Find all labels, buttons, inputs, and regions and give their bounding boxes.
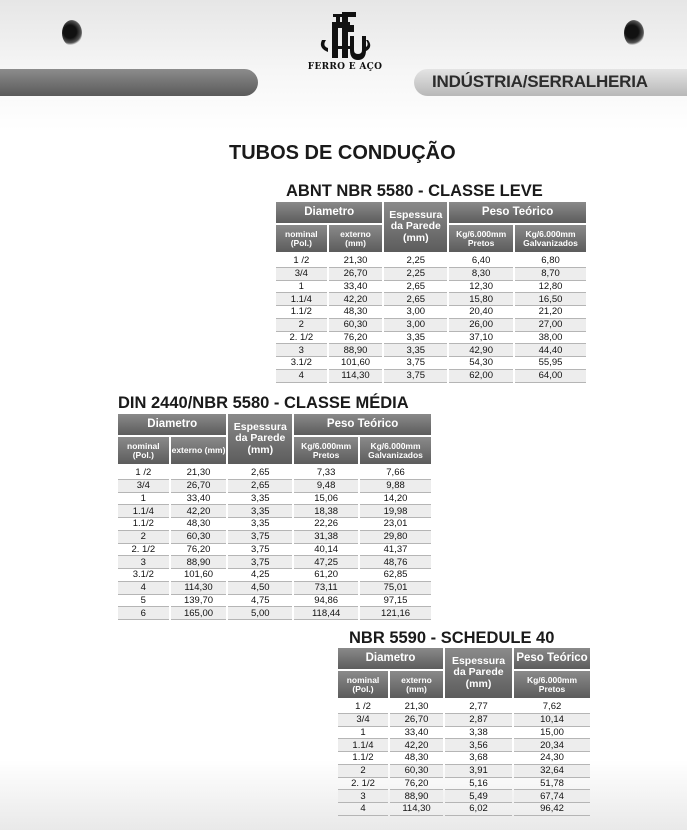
cell-galvanizados: 7,66 <box>360 466 431 480</box>
cell-pretos: 20,40 <box>449 306 513 319</box>
table-row <box>276 254 586 268</box>
cell-espessura: 3,75 <box>228 556 292 569</box>
cell-pretos: 12,30 <box>449 281 513 294</box>
cell-externo: 88,90 <box>171 556 227 569</box>
cell-nominal: 1.1/4 <box>118 505 169 518</box>
cell-pretos: 47,25 <box>294 556 358 569</box>
page-title: TUBOS DE CONDUÇÃO <box>229 142 456 164</box>
table-classe-leve <box>274 202 588 383</box>
cell-espessura: 3,75 <box>384 357 447 370</box>
cell-nominal: 1.1/2 <box>118 518 169 531</box>
cell-externo: 60,30 <box>329 319 383 332</box>
cell-galvanizados: 44,40 <box>515 344 586 357</box>
cell-nominal: 2. 1/2 <box>338 778 388 791</box>
header-diametro: Diametro <box>338 648 443 671</box>
cell-espessura: 2,25 <box>384 254 447 268</box>
cell-espessura: 2,65 <box>384 281 447 294</box>
cell-galvanizados: 19,98 <box>360 505 431 518</box>
cell-nominal: 3.1/2 <box>118 569 169 582</box>
table-row <box>118 480 431 493</box>
header-bar-left <box>0 69 258 96</box>
cell-espessura: 2,65 <box>384 293 447 306</box>
cell-nominal: 1 <box>118 493 169 506</box>
table-body <box>276 254 586 383</box>
cell-pretos: 8,30 <box>449 268 513 281</box>
cell-espessura: 2,65 <box>228 466 292 480</box>
cell-pretos: 62,00 <box>449 370 513 383</box>
cell-pretos: 22,26 <box>294 518 358 531</box>
cell-nominal: 1.1/4 <box>276 293 327 306</box>
cell-pretos: 9,48 <box>294 480 358 493</box>
header-externo: externo (mm) <box>329 225 383 254</box>
cell-pretos: 118,44 <box>294 607 358 620</box>
cell-pretos: 7,62 <box>514 700 590 714</box>
cell-galvanizados: 75,01 <box>360 582 431 595</box>
cell-galvanizados: 41,37 <box>360 544 431 557</box>
cell-nominal: 3/4 <box>338 714 388 727</box>
cell-espessura: 2,25 <box>384 268 447 281</box>
cell-espessura: 3,00 <box>384 306 447 319</box>
cell-nominal: 2 <box>276 319 327 332</box>
cell-nominal: 2. 1/2 <box>118 544 169 557</box>
table-row <box>338 790 590 803</box>
table-row <box>276 332 586 345</box>
cell-nominal: 2 <box>118 531 169 544</box>
header-nominal: nominal (Pol.) <box>276 225 327 254</box>
table-row <box>118 466 431 480</box>
cell-nominal: 1.1/2 <box>338 752 388 765</box>
cell-espessura: 2,77 <box>445 700 512 714</box>
header-espessura: Espessura da Parede (mm) <box>228 414 292 466</box>
table-title-classe-leve: ABNT NBR 5580 - CLASSE LEVE <box>286 182 543 200</box>
cell-pretos: 18,38 <box>294 505 358 518</box>
cell-externo: 21,30 <box>390 700 443 714</box>
cell-pretos: 31,38 <box>294 531 358 544</box>
cell-externo: 114,30 <box>390 803 443 816</box>
cell-externo: 48,30 <box>329 306 383 319</box>
header-espessura: Espessura da Parede (mm) <box>445 648 512 700</box>
cell-externo: 33,40 <box>171 493 227 506</box>
cell-galvanizados: 48,76 <box>360 556 431 569</box>
header-peso: Peso Teórico <box>294 414 431 437</box>
cell-externo: 139,70 <box>171 595 227 608</box>
cell-espessura: 3,35 <box>228 493 292 506</box>
header-diametro: Diametro <box>118 414 226 437</box>
table-row <box>276 306 586 319</box>
cell-espessura: 3,38 <box>445 727 512 740</box>
table-title-classe-media: DIN 2440/NBR 5580 - CLASSE MÉDIA <box>118 394 409 412</box>
table-row <box>276 293 586 306</box>
header-galvanizados: Kg/6.000mm Galvanizados <box>360 437 431 466</box>
table-row <box>118 518 431 531</box>
cell-pretos: 26,00 <box>449 319 513 332</box>
cell-pretos: 24,30 <box>514 752 590 765</box>
cell-externo: 21,30 <box>329 254 383 268</box>
header-peso: Peso Teórico <box>514 648 590 671</box>
table-row <box>118 582 431 595</box>
cell-galvanizados: 97,15 <box>360 595 431 608</box>
table-row <box>276 344 586 357</box>
cell-espessura: 2,65 <box>228 480 292 493</box>
cell-espessura: 3,35 <box>228 518 292 531</box>
cell-espessura: 4,75 <box>228 595 292 608</box>
cell-nominal: 1.1/2 <box>276 306 327 319</box>
cell-pretos: 51,78 <box>514 778 590 791</box>
cell-espessura: 3,56 <box>445 739 512 752</box>
cell-nominal: 4 <box>338 803 388 816</box>
cell-nominal: 2. 1/2 <box>276 332 327 345</box>
table-row <box>118 569 431 582</box>
cell-espessura: 3,91 <box>445 765 512 778</box>
cell-externo: 21,30 <box>171 466 227 480</box>
table-body <box>338 700 590 816</box>
header-externo: externo (mm) <box>171 437 227 466</box>
table-row <box>338 803 590 816</box>
cell-galvanizados: 38,00 <box>515 332 586 345</box>
cell-espessura: 3,75 <box>384 370 447 383</box>
cell-externo: 114,30 <box>171 582 227 595</box>
table-row <box>118 531 431 544</box>
cell-externo: 76,20 <box>171 544 227 557</box>
table-row <box>118 544 431 557</box>
cell-externo: 60,30 <box>171 531 227 544</box>
table-row <box>118 595 431 608</box>
cell-externo: 165,00 <box>171 607 227 620</box>
cell-galvanizados: 62,85 <box>360 569 431 582</box>
cell-galvanizados: 121,16 <box>360 607 431 620</box>
cell-pretos: 61,20 <box>294 569 358 582</box>
cell-nominal: 3/4 <box>276 268 327 281</box>
cell-externo: 88,90 <box>390 790 443 803</box>
table-row <box>276 357 586 370</box>
cell-espessura: 4,25 <box>228 569 292 582</box>
cell-externo: 33,40 <box>329 281 383 294</box>
table-row <box>338 739 590 752</box>
cell-externo: 26,70 <box>171 480 227 493</box>
header-pretos: Kg/6.000mm Pretos <box>514 671 590 700</box>
cell-externo: 60,30 <box>390 765 443 778</box>
cell-externo: 26,70 <box>390 714 443 727</box>
cell-galvanizados: 6,80 <box>515 254 586 268</box>
table-row <box>118 607 431 620</box>
table-row <box>118 505 431 518</box>
cell-galvanizados: 29,80 <box>360 531 431 544</box>
swirl-ornament-icon <box>624 20 644 46</box>
cell-espessura: 3,75 <box>228 531 292 544</box>
table-row <box>118 556 431 569</box>
cell-externo: 48,30 <box>171 518 227 531</box>
cell-galvanizados: 27,00 <box>515 319 586 332</box>
cell-nominal: 4 <box>118 582 169 595</box>
cell-espessura: 3,35 <box>384 332 447 345</box>
cell-pretos: 15,80 <box>449 293 513 306</box>
cell-espessura: 5,16 <box>445 778 512 791</box>
cell-externo: 48,30 <box>390 752 443 765</box>
cell-galvanizados: 55,95 <box>515 357 586 370</box>
cell-pretos: 37,10 <box>449 332 513 345</box>
cell-pretos: 42,90 <box>449 344 513 357</box>
cell-pretos: 32,64 <box>514 765 590 778</box>
cell-nominal: 1.1/4 <box>338 739 388 752</box>
cell-nominal: 5 <box>118 595 169 608</box>
cell-pretos: 67,74 <box>514 790 590 803</box>
cell-galvanizados: 8,70 <box>515 268 586 281</box>
cell-externo: 114,30 <box>329 370 383 383</box>
swirl-ornament-icon <box>62 20 82 46</box>
table-row <box>338 765 590 778</box>
cell-galvanizados: 14,20 <box>360 493 431 506</box>
cell-externo: 26,70 <box>329 268 383 281</box>
cell-pretos: 94,86 <box>294 595 358 608</box>
cell-galvanizados: 16,50 <box>515 293 586 306</box>
cell-nominal: 2 <box>338 765 388 778</box>
table-row <box>338 752 590 765</box>
cell-espessura: 5,00 <box>228 607 292 620</box>
header-peso: Peso Teórico <box>449 202 586 225</box>
table-row <box>276 370 586 383</box>
cell-nominal: 1 /2 <box>118 466 169 480</box>
table-row <box>276 281 586 294</box>
cell-nominal: 3 <box>338 790 388 803</box>
cell-externo: 42,20 <box>329 293 383 306</box>
cell-externo: 101,60 <box>171 569 227 582</box>
cell-galvanizados: 23,01 <box>360 518 431 531</box>
header-nominal: nominal (Pol.) <box>118 437 169 466</box>
cell-galvanizados: 64,00 <box>515 370 586 383</box>
cell-nominal: 3/4 <box>118 480 169 493</box>
cell-galvanizados: 21,20 <box>515 306 586 319</box>
header-diametro: Diametro <box>276 202 382 225</box>
cell-espessura: 3,35 <box>228 505 292 518</box>
header-espessura: Espessura da Parede (mm) <box>384 202 447 254</box>
header-externo: externo (mm) <box>390 671 443 700</box>
cell-pretos: 15,06 <box>294 493 358 506</box>
table-title-schedule-40: NBR 5590 - SCHEDULE 40 <box>349 629 555 647</box>
table-schedule-40 <box>336 648 592 816</box>
cell-espessura: 3,75 <box>228 544 292 557</box>
table-body <box>118 466 431 620</box>
table-row <box>338 727 590 740</box>
header-galvanizados: Kg/6.000mm Galvanizados <box>515 225 586 254</box>
table-row <box>338 714 590 727</box>
cell-externo: 33,40 <box>390 727 443 740</box>
header-pretos: Kg/6.000mm Pretos <box>449 225 513 254</box>
cell-espessura: 3,35 <box>384 344 447 357</box>
cell-pretos: 7,33 <box>294 466 358 480</box>
cell-espessura: 5,49 <box>445 790 512 803</box>
cell-nominal: 3.1/2 <box>276 357 327 370</box>
cell-espessura: 3,00 <box>384 319 447 332</box>
table-row <box>338 778 590 791</box>
cell-espessura: 4,50 <box>228 582 292 595</box>
cell-nominal: 3 <box>118 556 169 569</box>
cell-espessura: 3,68 <box>445 752 512 765</box>
brand-name: FERRO E AÇO <box>307 62 383 72</box>
header-pretos: Kg/6.000mm Pretos <box>294 437 358 466</box>
cell-pretos: 73,11 <box>294 582 358 595</box>
cell-pretos: 54,30 <box>449 357 513 370</box>
cell-pretos: 96,42 <box>514 803 590 816</box>
cell-nominal: 1 /2 <box>338 700 388 714</box>
cell-externo: 42,20 <box>390 739 443 752</box>
cell-pretos: 10,14 <box>514 714 590 727</box>
table-classe-media <box>116 414 433 620</box>
cell-pretos: 6,40 <box>449 254 513 268</box>
table-row <box>276 319 586 332</box>
cell-pretos: 40,14 <box>294 544 358 557</box>
cell-nominal: 1 <box>276 281 327 294</box>
cell-pretos: 15,00 <box>514 727 590 740</box>
header-nominal: nominal (Pol.) <box>338 671 388 700</box>
section-label: INDÚSTRIA/SERRALHERIA <box>432 72 648 91</box>
cell-nominal: 4 <box>276 370 327 383</box>
cell-espessura: 2,87 <box>445 714 512 727</box>
table-row <box>338 700 590 714</box>
cell-externo: 88,90 <box>329 344 383 357</box>
cell-nominal: 1 <box>338 727 388 740</box>
table-row <box>118 493 431 506</box>
cell-nominal: 3 <box>276 344 327 357</box>
cell-externo: 42,20 <box>171 505 227 518</box>
cell-espessura: 6,02 <box>445 803 512 816</box>
cell-galvanizados: 12,80 <box>515 281 586 294</box>
table-row <box>276 268 586 281</box>
cell-externo: 76,20 <box>329 332 383 345</box>
cell-galvanizados: 9,88 <box>360 480 431 493</box>
cell-externo: 76,20 <box>390 778 443 791</box>
cell-nominal: 1 /2 <box>276 254 327 268</box>
cell-externo: 101,60 <box>329 357 383 370</box>
cell-pretos: 20,34 <box>514 739 590 752</box>
cell-nominal: 6 <box>118 607 169 620</box>
